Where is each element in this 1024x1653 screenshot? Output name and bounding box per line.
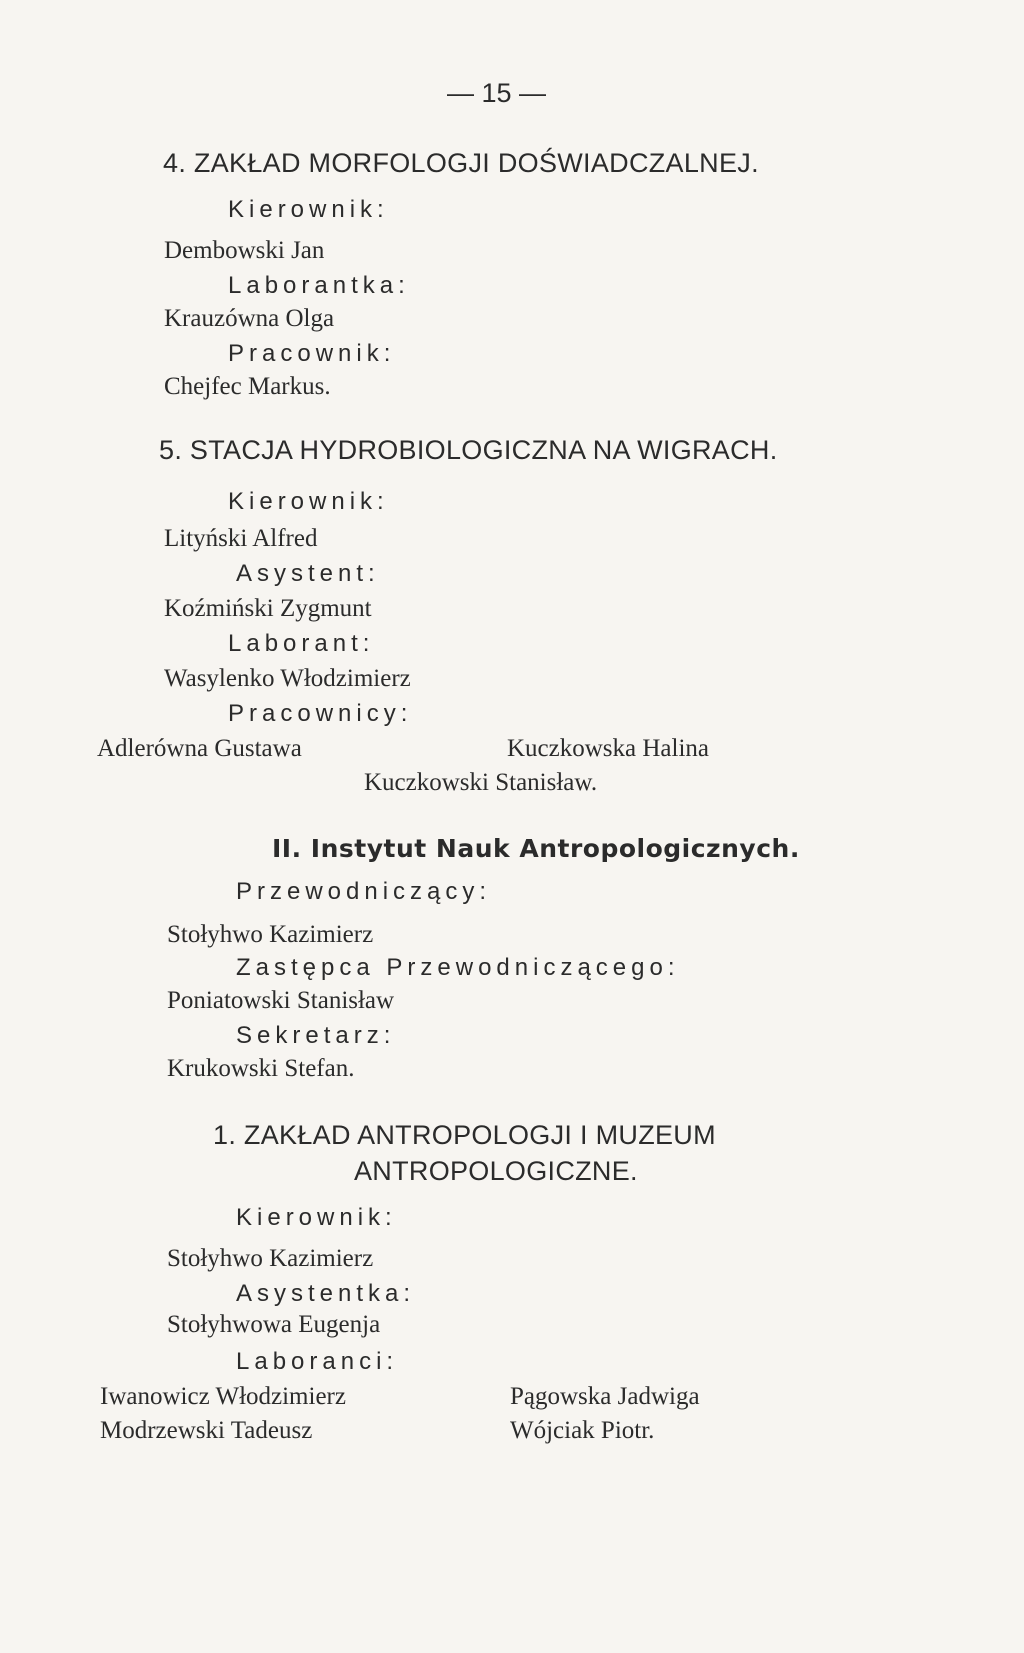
institute-title: II. Instytut Nauk Antropologicznych.: [272, 834, 800, 863]
person-name: Krukowski Stefan.: [167, 1055, 355, 1082]
page-number: — 15 —: [447, 78, 547, 108]
role-label: Asystentka:: [236, 1280, 416, 1307]
role-label: Przewodniczący:: [236, 878, 492, 905]
person-name: Modrzewski Tadeusz: [100, 1417, 313, 1444]
person-name: Krauzówna Olga: [164, 305, 335, 332]
role-label: Zastępca Przewodniczącego:: [236, 954, 680, 981]
role-label: Sekretarz:: [236, 1022, 396, 1049]
section-heading: 5. STACJA HYDROBIOLOGICZNA NA WIGRACH.: [159, 435, 778, 465]
person-name: Kuczkowski Stanisław.: [364, 769, 598, 796]
section-heading: 1. ZAKŁAD ANTROPOLOGJI I MUZEUM: [213, 1120, 716, 1150]
person-name: Stołyhwo Kazimierz: [167, 921, 374, 948]
role-label: Kierownik:: [228, 196, 389, 223]
section-heading: 4. ZAKŁAD MORFOLOGJI DOŚWIADCZALNEJ.: [163, 148, 759, 178]
role-label: Pracownicy:: [228, 700, 413, 727]
role-label: Asystent:: [236, 560, 380, 587]
person-name: Wójciak Piotr.: [510, 1417, 655, 1444]
person-name: Koźmiński Zygmunt: [164, 595, 372, 622]
person-name: Pągowska Jadwiga: [510, 1383, 700, 1410]
role-label: Laboranci:: [236, 1348, 399, 1375]
person-name: Wasylenko Włodzimierz: [164, 665, 411, 692]
person-name: Adlerówna Gustawa: [97, 735, 302, 762]
person-name: Stołyhwowa Eugenja: [167, 1311, 381, 1338]
person-name: Poniatowski Stanisław: [167, 987, 395, 1014]
role-label: Laborantka:: [228, 272, 410, 299]
role-label: Pracownik:: [228, 340, 396, 367]
person-name: Kuczkowska Halina: [507, 735, 710, 762]
role-label: Kierownik:: [228, 488, 389, 515]
section-heading-continued: ANTROPOLOGICZNE.: [354, 1156, 638, 1186]
role-label: Kierownik:: [236, 1204, 397, 1231]
person-name: Stołyhwo Kazimierz: [167, 1245, 374, 1272]
role-label: Laborant:: [228, 630, 375, 657]
person-name: Dembowski Jan: [164, 237, 325, 264]
person-name: Iwanowicz Włodzimierz: [100, 1383, 346, 1410]
person-name: Chejfec Markus.: [164, 373, 331, 400]
person-name: Lityński Alfred: [164, 525, 318, 552]
